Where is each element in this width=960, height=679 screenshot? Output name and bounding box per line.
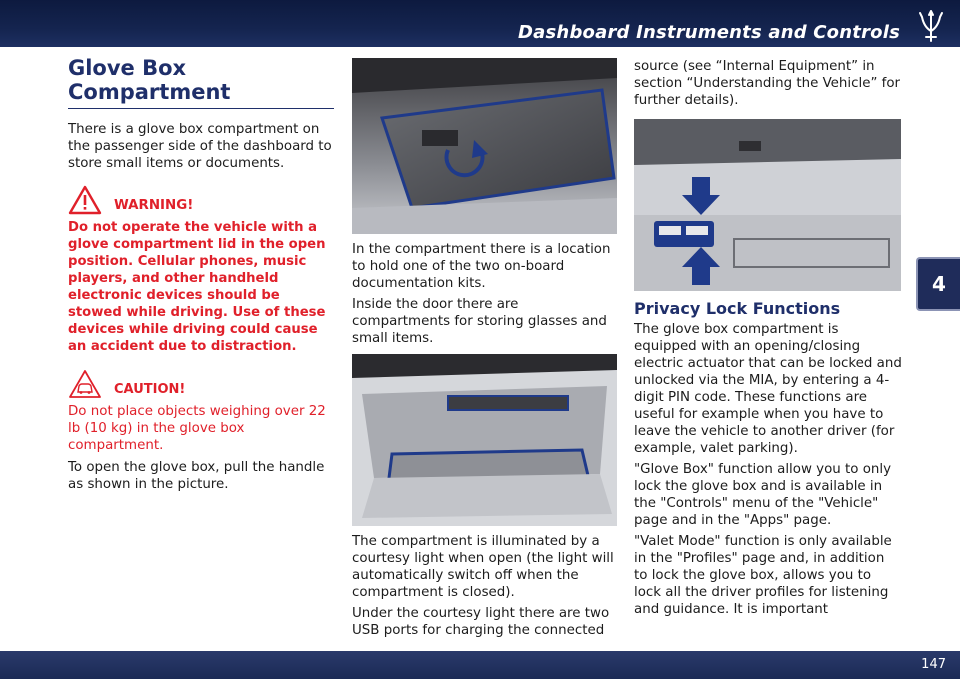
paragraph-light: The compartment is illuminated by a courtesy light when open (the light will automatically switch off when the compartment is closed). [352, 534, 614, 600]
caution-text: Do not place objects weighing over 22 lb (10 kg) in the glove box compartment. [68, 404, 326, 453]
column-right [634, 58, 902, 622]
subsection-heading: Privacy Lock Functions [634, 299, 841, 318]
intro-paragraph: There is a glove box compartment on the passenger side of the dashboard to store small items or documents. [68, 122, 332, 171]
caution-car-icon [68, 369, 102, 399]
glove-box-closed-photo [352, 58, 617, 234]
warning-header [68, 185, 334, 215]
paragraph-usb: Under the courtesy light there are two USB ports for charging the connected [352, 606, 610, 638]
usb-ports-photo [634, 119, 901, 291]
column-left [68, 56, 334, 497]
section-title: Dashboard Instruments and Controls [518, 22, 900, 43]
section-heading: Glove Box Compartment [68, 56, 334, 109]
warning-text: Do not operate the vehicle with a glove compartment lid in the open position. Cellular phones, music players, and other handheld electronic devices should be stowed while driving. Use of these devices while driving could cause an accident due to distraction. [68, 220, 326, 354]
page-number: 147 [921, 657, 946, 672]
chapter-tab[interactable]: 4 [916, 257, 960, 311]
paragraph-glove-box-function: "Glove Box" function allow you to only lock the glove box and is available in the "Controls" menu of the "Vehicle" page and in the "Apps" page. [634, 462, 892, 528]
page-footer [0, 651, 960, 679]
caution-header [68, 369, 334, 399]
paragraph-door: Inside the door there are compartments for storing glasses and small items. [352, 297, 607, 346]
page-header [0, 0, 960, 47]
trident-logo-icon [916, 9, 946, 43]
warning-triangle-icon [68, 185, 102, 215]
paragraph-kits: In the compartment there is a location to hold one of the two on-board documentation kits. [352, 242, 611, 291]
warning-label: WARNING! [114, 198, 194, 213]
paragraph-privacy: The glove box compartment is equipped with an opening/closing electric actuator that can be locked and unlocked via the MIA, by entering a 4-digit PIN code. These functions are useful for example when you have to leave the vehicle to another driver (for example, valet parking). [634, 322, 902, 456]
paragraph-valet-mode: "Valet Mode" function is only available in the "Profiles" page and, in addition to lock the glove box, allows you to lock all the driver profiles for listening and guidance. It is important [634, 534, 892, 617]
column-middle [352, 58, 617, 643]
glove-box-open-photo [352, 354, 617, 526]
caution-label: CAUTION! [114, 382, 186, 397]
paragraph-source: source (see “Internal Equipment” in section “Understanding the Vehicle” for further details). [634, 59, 901, 108]
open-instructions: To open the glove box, pull the handle as shown in the picture. [68, 460, 325, 492]
